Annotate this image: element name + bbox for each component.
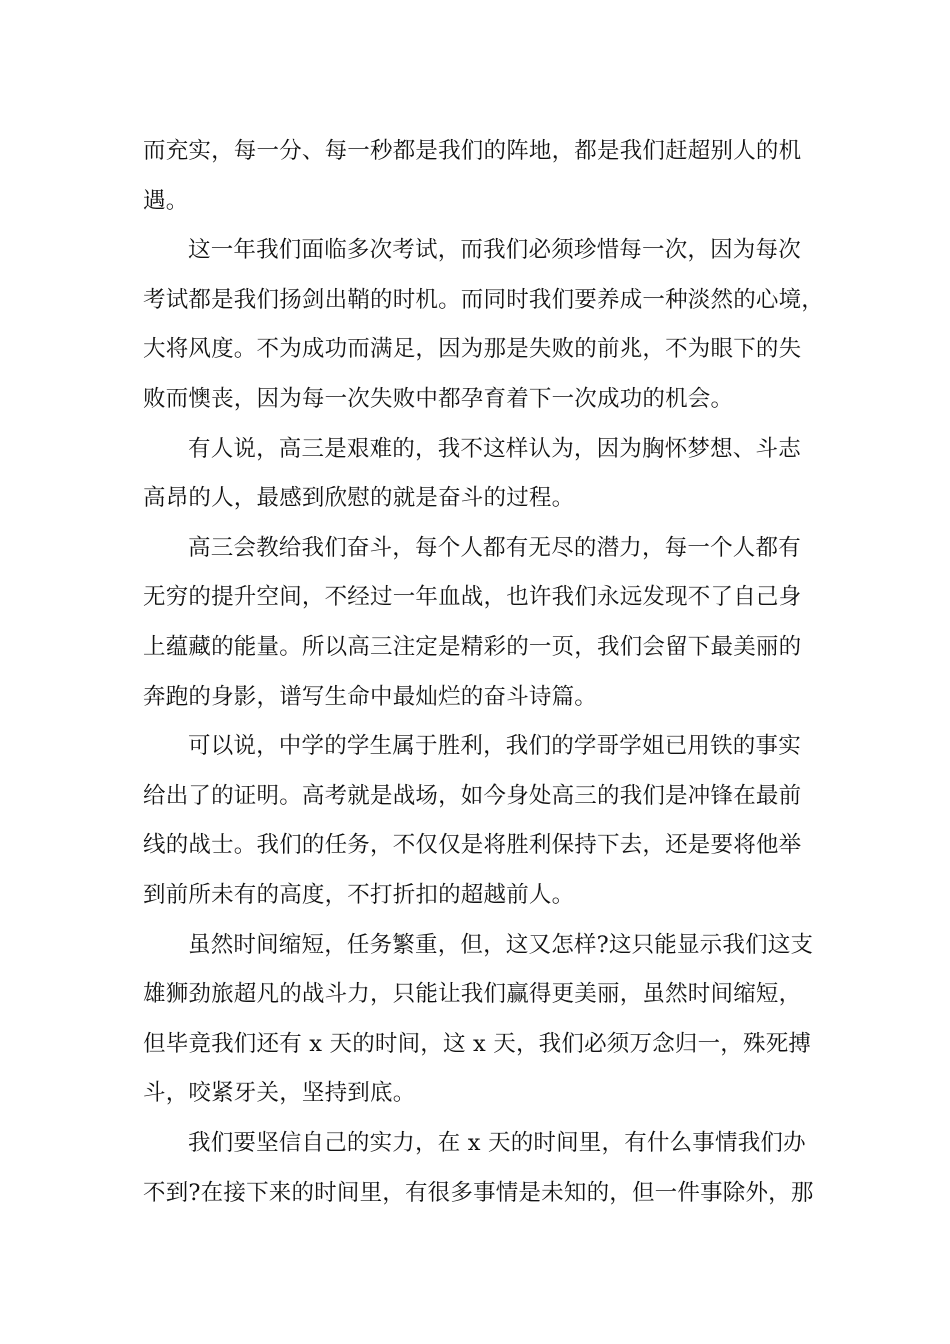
text-line: 雄狮劲旅超凡的战斗力，只能让我们赢得更美丽，虽然时间缩短， xyxy=(143,981,802,1007)
text-line: 给出了的证明。高考就是战场，如今身处高三的我们是冲锋在最前 xyxy=(143,783,802,809)
paragraph-first-line: 可以说，中学的学生属于胜利，我们的学哥学姐已用铁的事实 xyxy=(188,733,801,759)
text-line: 不到?在接下来的时间里，有很多事情是未知的，但一件事除外，那 xyxy=(143,1180,814,1206)
text-line: 到前所未有的高度，不打折扣的超越前人。 xyxy=(143,882,575,908)
paragraph-first-line: 我们要坚信自己的实力，在 x 天的时间里，有什么事情我们办 xyxy=(188,1130,806,1156)
text-line: 遇。 xyxy=(143,188,189,214)
paragraph-first-line: 虽然时间缩短，任务繁重，但，这又怎样?这只能显示我们这支 xyxy=(188,932,814,958)
text-line: 上蕴藏的能量。所以高三注定是精彩的一页，我们会留下最美丽的 xyxy=(143,634,802,660)
text-line: 考试都是我们扬剑出鞘的时机。而同时我们要养成一种淡然的心境， xyxy=(143,287,825,313)
text-line: 而充实，每一分、每一秒都是我们的阵地，都是我们赶超别人的机 xyxy=(143,138,802,164)
text-line: 高昂的人，最感到欣慰的就是奋斗的过程。 xyxy=(143,485,575,511)
text-line: 无穷的提升空间，不经过一年血战，也许我们永远发现不了自己身 xyxy=(143,584,802,610)
paragraph-first-line: 有人说，高三是艰难的，我不这样认为，因为胸怀梦想、斗志 xyxy=(188,436,801,462)
paragraph-first-line: 这一年我们面临多次考试，而我们必须珍惜每一次，因为每次 xyxy=(188,237,801,263)
paragraph-first-line: 高三会教给我们奋斗，每个人都有无尽的潜力，每一个人都有 xyxy=(188,535,801,561)
text-line: 奔跑的身影，谱写生命中最灿烂的奋斗诗篇。 xyxy=(143,684,598,710)
text-line: 但毕竟我们还有 x 天的时间，这 x 天，我们必须万念归一，殊死搏 xyxy=(143,1031,812,1057)
text-line: 败而懊丧，因为每一次失败中都孕育着下一次成功的机会。 xyxy=(143,386,734,412)
text-line: 大将风度。不为成功而满足，因为那是失败的前兆，不为眼下的失 xyxy=(143,336,802,362)
text-line: 斗，咬紧牙关，坚持到底。 xyxy=(143,1080,416,1106)
text-line: 线的战士。我们的任务，不仅仅是将胜利保持下去，还是要将他举 xyxy=(143,832,802,858)
